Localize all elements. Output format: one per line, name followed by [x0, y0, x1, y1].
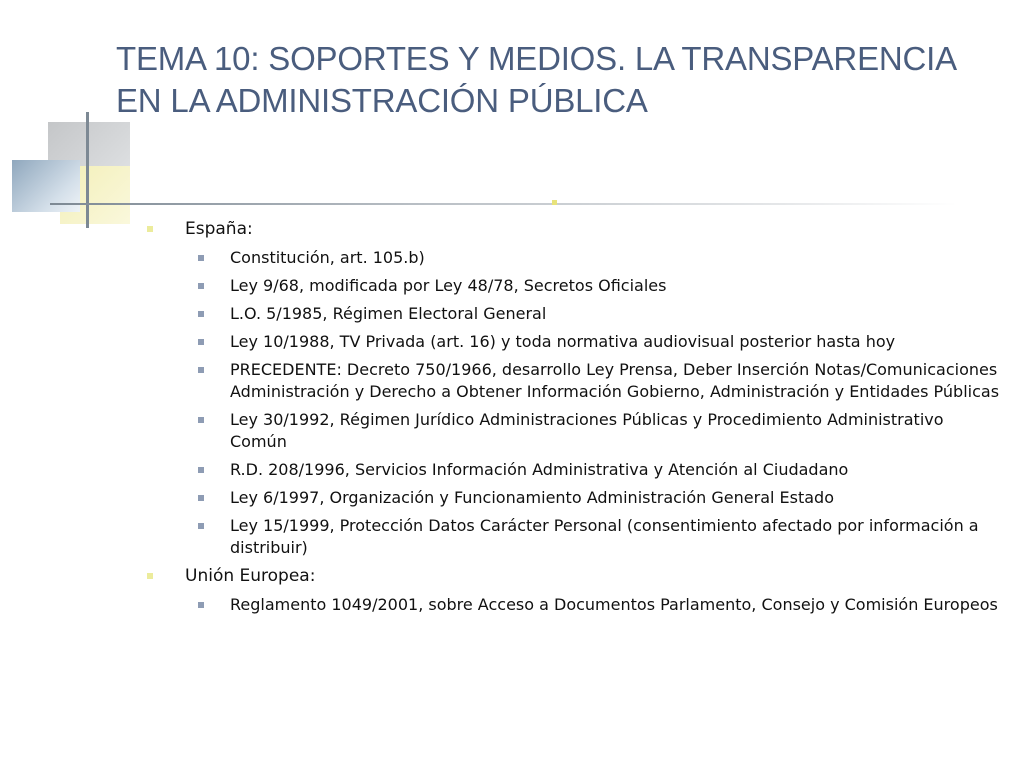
list-item	[0, 594, 1024, 616]
list-item-text: Reglamento 1049/2001, sobre Acceso a Documentos Parlamento, Consejo y Comisión Europeos	[230, 595, 998, 614]
title-divider-line	[50, 203, 957, 205]
slide-body	[0, 218, 1024, 622]
list-item	[0, 409, 1024, 453]
bullet-icon	[198, 283, 204, 289]
slide-title: TEMA 10: SOPORTES Y MEDIOS. LA TRANSPARENCIA EN LA ADMINISTRACIÓN PÚBLICA	[116, 40, 956, 119]
section-heading-text: Unión Europea:	[185, 566, 316, 586]
bullet-icon	[198, 311, 204, 317]
decorative-vertical-line	[86, 112, 89, 228]
bullet-icon	[198, 602, 204, 608]
bullet-icon	[198, 495, 204, 501]
bullet-icon	[198, 523, 204, 529]
bullet-icon	[198, 339, 204, 345]
list-item	[0, 515, 1024, 559]
bullet-icon	[147, 226, 153, 232]
list-item	[0, 303, 1024, 325]
bullet-icon	[198, 417, 204, 423]
list-item	[0, 331, 1024, 353]
list-item-text: R.D. 208/1996, Servicios Información Administrativa y Atención al Ciudadano	[230, 460, 849, 479]
list-item-text: PRECEDENTE: Decreto 750/1966, desarrollo Ley Prensa, Deber Inserción Notas/Comunicaciones Administración y Derecho a Obtener Información Gobierno, Administración y Entidades Públicas	[230, 360, 1000, 401]
bullet-icon	[147, 573, 153, 579]
list-item	[0, 487, 1024, 509]
section-heading-text: España:	[185, 219, 253, 239]
section-heading-union-europea	[0, 565, 1024, 587]
list-item-text: Ley 6/1997, Organización y Funcionamiento Administración General Estado	[230, 488, 834, 507]
decorative-yellow-dot	[552, 200, 557, 205]
list-item-text: L.O. 5/1985, Régimen Electoral General	[230, 304, 547, 323]
list-item	[0, 247, 1024, 269]
list-item	[0, 275, 1024, 297]
section-heading-espana	[0, 218, 1024, 240]
list-item	[0, 359, 1024, 403]
list-item	[0, 459, 1024, 481]
bullet-icon	[198, 367, 204, 373]
bullet-icon	[198, 255, 204, 261]
list-item-text: Constitución, art. 105.b)	[230, 248, 425, 267]
list-item-text: Ley 9/68, modificada por Ley 48/78, Secretos Oficiales	[230, 276, 667, 295]
list-item-text: Ley 30/1992, Régimen Jurídico Administraciones Públicas y Procedimiento Administrativo Común	[230, 410, 944, 451]
list-item-text: Ley 10/1988, TV Privada (art. 16) y toda normativa audiovisual posterior hasta hoy	[230, 332, 896, 351]
list-item-text: Ley 15/1999, Protección Datos Carácter Personal (consentimiento afectado por información a distribuir)	[230, 516, 979, 557]
bullet-icon	[198, 467, 204, 473]
